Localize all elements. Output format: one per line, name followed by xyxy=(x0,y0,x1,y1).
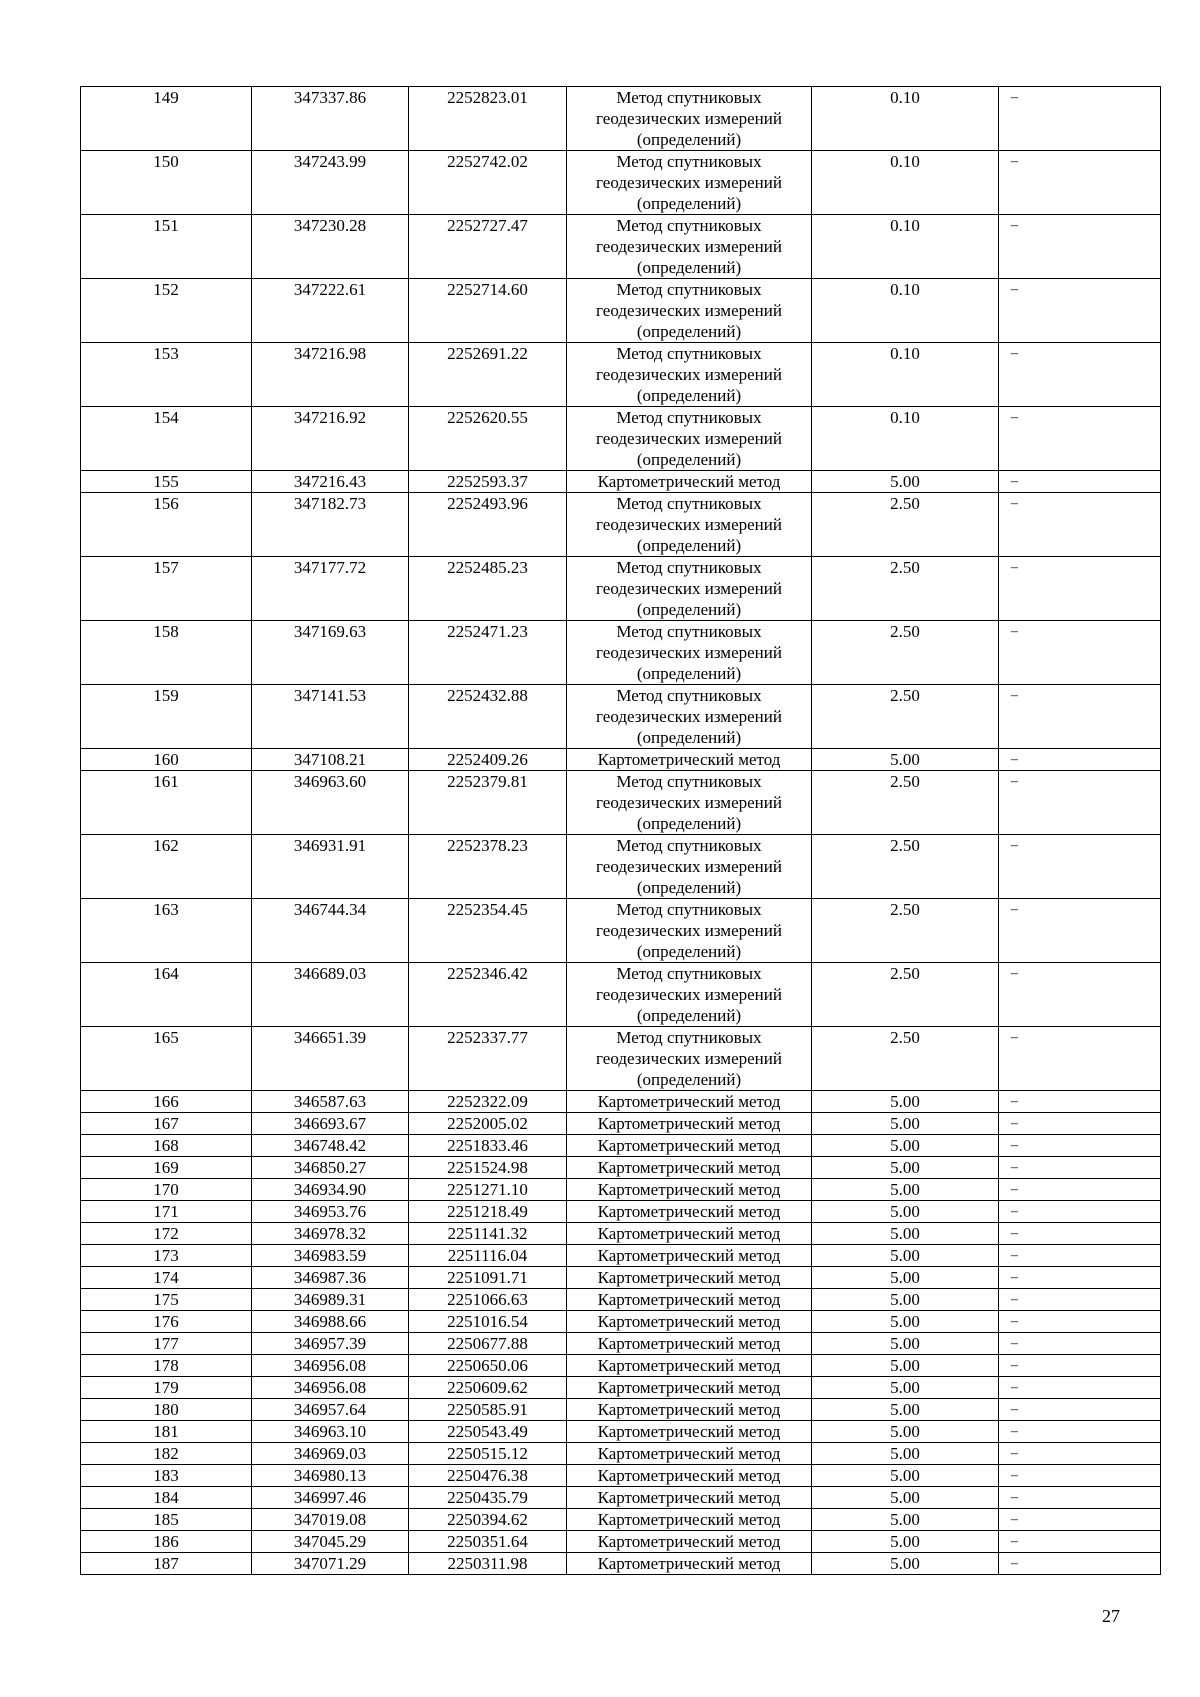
y-coordinate-cell: 2250394.62 xyxy=(409,1509,567,1531)
accuracy-cell: 5.00 xyxy=(812,1157,999,1179)
note-cell: – xyxy=(999,1289,1161,1311)
method-cell: Картометрический метод xyxy=(567,1333,812,1355)
x-coordinate-cell: 346963.60 xyxy=(252,771,409,835)
point-number-cell: 159 xyxy=(81,685,252,749)
x-coordinate-cell: 346963.10 xyxy=(252,1421,409,1443)
y-coordinate-cell: 2252354.45 xyxy=(409,899,567,963)
y-coordinate-cell: 2251066.63 xyxy=(409,1289,567,1311)
y-coordinate-cell: 2250311.98 xyxy=(409,1553,567,1575)
accuracy-cell: 5.00 xyxy=(812,471,999,493)
note-cell: – xyxy=(999,685,1161,749)
y-coordinate-cell: 2251116.04 xyxy=(409,1245,567,1267)
method-cell: Картометрический метод xyxy=(567,1267,812,1289)
y-coordinate-cell: 2251271.10 xyxy=(409,1179,567,1201)
note-cell: – xyxy=(999,471,1161,493)
point-number-cell: 164 xyxy=(81,963,252,1027)
table-row xyxy=(81,1355,1161,1377)
method-cell: Картометрический метод xyxy=(567,1135,812,1157)
point-number-cell: 149 xyxy=(81,87,252,151)
note-cell: – xyxy=(999,1027,1161,1091)
table-row xyxy=(81,899,1161,963)
table-row xyxy=(81,685,1161,749)
x-coordinate-cell: 346748.42 xyxy=(252,1135,409,1157)
y-coordinate-cell: 2250515.12 xyxy=(409,1443,567,1465)
table-row xyxy=(81,1027,1161,1091)
y-coordinate-cell: 2252005.02 xyxy=(409,1113,567,1135)
note-cell: – xyxy=(999,771,1161,835)
accuracy-cell: 5.00 xyxy=(812,1531,999,1553)
table-row xyxy=(81,1333,1161,1355)
table-row xyxy=(81,1135,1161,1157)
accuracy-cell: 5.00 xyxy=(812,1289,999,1311)
point-number-cell: 157 xyxy=(81,557,252,621)
method-cell: Картометрический метод xyxy=(567,1509,812,1531)
point-number-cell: 166 xyxy=(81,1091,252,1113)
y-coordinate-cell: 2252823.01 xyxy=(409,87,567,151)
method-cell: Метод спутниковых геодезических измерений (определений) xyxy=(567,771,812,835)
note-cell: – xyxy=(999,279,1161,343)
point-number-cell: 162 xyxy=(81,835,252,899)
point-number-cell: 182 xyxy=(81,1443,252,1465)
note-cell: – xyxy=(999,1311,1161,1333)
x-coordinate-cell: 347108.21 xyxy=(252,749,409,771)
note-cell: – xyxy=(999,151,1161,215)
note-cell: – xyxy=(999,1377,1161,1399)
point-number-cell: 185 xyxy=(81,1509,252,1531)
point-number-cell: 168 xyxy=(81,1135,252,1157)
accuracy-cell: 2.50 xyxy=(812,493,999,557)
note-cell: – xyxy=(999,1245,1161,1267)
note-cell: – xyxy=(999,1443,1161,1465)
table-row xyxy=(81,621,1161,685)
x-coordinate-cell: 347019.08 xyxy=(252,1509,409,1531)
point-number-cell: 167 xyxy=(81,1113,252,1135)
accuracy-cell: 5.00 xyxy=(812,1355,999,1377)
y-coordinate-cell: 2252493.96 xyxy=(409,493,567,557)
y-coordinate-cell: 2250476.38 xyxy=(409,1465,567,1487)
accuracy-cell: 2.50 xyxy=(812,771,999,835)
accuracy-cell: 0.10 xyxy=(812,151,999,215)
note-cell: – xyxy=(999,1421,1161,1443)
point-number-cell: 184 xyxy=(81,1487,252,1509)
accuracy-cell: 0.10 xyxy=(812,87,999,151)
note-cell: – xyxy=(999,343,1161,407)
table-row xyxy=(81,1311,1161,1333)
method-cell: Метод спутниковых геодезических измерений (определений) xyxy=(567,1027,812,1091)
x-coordinate-cell: 346978.32 xyxy=(252,1223,409,1245)
x-coordinate-cell: 346953.76 xyxy=(252,1201,409,1223)
point-number-cell: 156 xyxy=(81,493,252,557)
note-cell: – xyxy=(999,1267,1161,1289)
accuracy-cell: 5.00 xyxy=(812,1201,999,1223)
note-cell: – xyxy=(999,407,1161,471)
x-coordinate-cell: 347141.53 xyxy=(252,685,409,749)
point-number-cell: 174 xyxy=(81,1267,252,1289)
x-coordinate-cell: 346956.08 xyxy=(252,1377,409,1399)
note-cell: – xyxy=(999,963,1161,1027)
method-cell: Картометрический метод xyxy=(567,1157,812,1179)
y-coordinate-cell: 2252620.55 xyxy=(409,407,567,471)
table-row xyxy=(81,1223,1161,1245)
accuracy-cell: 5.00 xyxy=(812,1553,999,1575)
table-row xyxy=(81,1399,1161,1421)
note-cell: – xyxy=(999,1157,1161,1179)
x-coordinate-cell: 346651.39 xyxy=(252,1027,409,1091)
coordinates-table xyxy=(80,86,1161,1575)
table-row xyxy=(81,407,1161,471)
x-coordinate-cell: 346956.08 xyxy=(252,1355,409,1377)
y-coordinate-cell: 2250650.06 xyxy=(409,1355,567,1377)
method-cell: Картометрический метод xyxy=(567,1355,812,1377)
accuracy-cell: 5.00 xyxy=(812,749,999,771)
method-cell: Картометрический метод xyxy=(567,1487,812,1509)
method-cell: Картометрический метод xyxy=(567,1223,812,1245)
point-number-cell: 169 xyxy=(81,1157,252,1179)
x-coordinate-cell: 346931.91 xyxy=(252,835,409,899)
accuracy-cell: 5.00 xyxy=(812,1377,999,1399)
method-cell: Метод спутниковых геодезических измерений (определений) xyxy=(567,493,812,557)
accuracy-cell: 2.50 xyxy=(812,1027,999,1091)
note-cell: – xyxy=(999,1355,1161,1377)
y-coordinate-cell: 2250609.62 xyxy=(409,1377,567,1399)
table-row xyxy=(81,1157,1161,1179)
x-coordinate-cell: 346989.31 xyxy=(252,1289,409,1311)
y-coordinate-cell: 2252409.26 xyxy=(409,749,567,771)
table-row xyxy=(81,1487,1161,1509)
accuracy-cell: 0.10 xyxy=(812,215,999,279)
y-coordinate-cell: 2250435.79 xyxy=(409,1487,567,1509)
y-coordinate-cell: 2252378.23 xyxy=(409,835,567,899)
table-row xyxy=(81,343,1161,407)
table-row xyxy=(81,1465,1161,1487)
x-coordinate-cell: 346969.03 xyxy=(252,1443,409,1465)
x-coordinate-cell: 347045.29 xyxy=(252,1531,409,1553)
method-cell: Метод спутниковых геодезических измерений (определений) xyxy=(567,87,812,151)
method-cell: Метод спутниковых геодезических измерений (определений) xyxy=(567,963,812,1027)
x-coordinate-cell: 346983.59 xyxy=(252,1245,409,1267)
table-row xyxy=(81,471,1161,493)
method-cell: Картометрический метод xyxy=(567,1377,812,1399)
method-cell: Метод спутниковых геодезических измерений (определений) xyxy=(567,835,812,899)
x-coordinate-cell: 346587.63 xyxy=(252,1091,409,1113)
method-cell: Картометрический метод xyxy=(567,1465,812,1487)
note-cell: – xyxy=(999,835,1161,899)
x-coordinate-cell: 346957.64 xyxy=(252,1399,409,1421)
table-row xyxy=(81,1245,1161,1267)
point-number-cell: 187 xyxy=(81,1553,252,1575)
table-row xyxy=(81,1531,1161,1553)
x-coordinate-cell: 347216.43 xyxy=(252,471,409,493)
table-row xyxy=(81,151,1161,215)
table-row xyxy=(81,1267,1161,1289)
x-coordinate-cell: 347337.86 xyxy=(252,87,409,151)
point-number-cell: 160 xyxy=(81,749,252,771)
accuracy-cell: 5.00 xyxy=(812,1487,999,1509)
x-coordinate-cell: 347071.29 xyxy=(252,1553,409,1575)
method-cell: Метод спутниковых геодезических измерений (определений) xyxy=(567,279,812,343)
method-cell: Метод спутниковых геодезических измерений (определений) xyxy=(567,621,812,685)
x-coordinate-cell: 346997.46 xyxy=(252,1487,409,1509)
y-coordinate-cell: 2251218.49 xyxy=(409,1201,567,1223)
accuracy-cell: 5.00 xyxy=(812,1333,999,1355)
method-cell: Картометрический метод xyxy=(567,1245,812,1267)
y-coordinate-cell: 2252485.23 xyxy=(409,557,567,621)
method-cell: Метод спутниковых геодезических измерений (определений) xyxy=(567,407,812,471)
method-cell: Картометрический метод xyxy=(567,1311,812,1333)
point-number-cell: 151 xyxy=(81,215,252,279)
table-row xyxy=(81,279,1161,343)
x-coordinate-cell: 346744.34 xyxy=(252,899,409,963)
y-coordinate-cell: 2252691.22 xyxy=(409,343,567,407)
y-coordinate-cell: 2251524.98 xyxy=(409,1157,567,1179)
point-number-cell: 186 xyxy=(81,1531,252,1553)
x-coordinate-cell: 347177.72 xyxy=(252,557,409,621)
note-cell: – xyxy=(999,1487,1161,1509)
point-number-cell: 154 xyxy=(81,407,252,471)
x-coordinate-cell: 347216.92 xyxy=(252,407,409,471)
y-coordinate-cell: 2252432.88 xyxy=(409,685,567,749)
method-cell: Картометрический метод xyxy=(567,1113,812,1135)
table-row xyxy=(81,1377,1161,1399)
table-row xyxy=(81,749,1161,771)
x-coordinate-cell: 346850.27 xyxy=(252,1157,409,1179)
point-number-cell: 150 xyxy=(81,151,252,215)
method-cell: Метод спутниковых геодезических измерений (определений) xyxy=(567,899,812,963)
accuracy-cell: 5.00 xyxy=(812,1223,999,1245)
table-row xyxy=(81,1553,1161,1575)
note-cell: – xyxy=(999,899,1161,963)
point-number-cell: 173 xyxy=(81,1245,252,1267)
accuracy-cell: 5.00 xyxy=(812,1399,999,1421)
x-coordinate-cell: 347222.61 xyxy=(252,279,409,343)
method-cell: Картометрический метод xyxy=(567,1091,812,1113)
point-number-cell: 155 xyxy=(81,471,252,493)
method-cell: Метод спутниковых геодезических измерений (определений) xyxy=(567,343,812,407)
table-row xyxy=(81,1289,1161,1311)
method-cell: Метод спутниковых геодезических измерений (определений) xyxy=(567,685,812,749)
method-cell: Картометрический метод xyxy=(567,1421,812,1443)
table-row xyxy=(81,1091,1161,1113)
method-cell: Картометрический метод xyxy=(567,1201,812,1223)
x-coordinate-cell: 346980.13 xyxy=(252,1465,409,1487)
y-coordinate-cell: 2252471.23 xyxy=(409,621,567,685)
y-coordinate-cell: 2252346.42 xyxy=(409,963,567,1027)
note-cell: – xyxy=(999,1553,1161,1575)
accuracy-cell: 2.50 xyxy=(812,685,999,749)
accuracy-cell: 5.00 xyxy=(812,1465,999,1487)
note-cell: – xyxy=(999,1531,1161,1553)
note-cell: – xyxy=(999,1333,1161,1355)
accuracy-cell: 5.00 xyxy=(812,1135,999,1157)
method-cell: Метод спутниковых геодезических измерений (определений) xyxy=(567,215,812,279)
table-row xyxy=(81,963,1161,1027)
accuracy-cell: 2.50 xyxy=(812,899,999,963)
table-row xyxy=(81,1509,1161,1531)
x-coordinate-cell: 346693.67 xyxy=(252,1113,409,1135)
note-cell: – xyxy=(999,1091,1161,1113)
accuracy-cell: 5.00 xyxy=(812,1245,999,1267)
point-number-cell: 165 xyxy=(81,1027,252,1091)
point-number-cell: 161 xyxy=(81,771,252,835)
table-row xyxy=(81,87,1161,151)
accuracy-cell: 5.00 xyxy=(812,1509,999,1531)
x-coordinate-cell: 347243.99 xyxy=(252,151,409,215)
table-row xyxy=(81,493,1161,557)
y-coordinate-cell: 2252322.09 xyxy=(409,1091,567,1113)
note-cell: – xyxy=(999,1399,1161,1421)
y-coordinate-cell: 2252379.81 xyxy=(409,771,567,835)
point-number-cell: 171 xyxy=(81,1201,252,1223)
y-coordinate-cell: 2250543.49 xyxy=(409,1421,567,1443)
point-number-cell: 172 xyxy=(81,1223,252,1245)
point-number-cell: 178 xyxy=(81,1355,252,1377)
y-coordinate-cell: 2251141.32 xyxy=(409,1223,567,1245)
method-cell: Картометрический метод xyxy=(567,471,812,493)
note-cell: – xyxy=(999,1509,1161,1531)
method-cell: Картометрический метод xyxy=(567,749,812,771)
y-coordinate-cell: 2252714.60 xyxy=(409,279,567,343)
x-coordinate-cell: 347182.73 xyxy=(252,493,409,557)
note-cell: – xyxy=(999,1465,1161,1487)
table-row xyxy=(81,771,1161,835)
accuracy-cell: 5.00 xyxy=(812,1113,999,1135)
accuracy-cell: 5.00 xyxy=(812,1443,999,1465)
accuracy-cell: 2.50 xyxy=(812,557,999,621)
table-row xyxy=(81,1443,1161,1465)
accuracy-cell: 5.00 xyxy=(812,1311,999,1333)
accuracy-cell: 0.10 xyxy=(812,407,999,471)
table-row xyxy=(81,835,1161,899)
method-cell: Метод спутниковых геодезических измерений (определений) xyxy=(567,557,812,621)
y-coordinate-cell: 2252742.02 xyxy=(409,151,567,215)
method-cell: Картометрический метод xyxy=(567,1399,812,1421)
accuracy-cell: 5.00 xyxy=(812,1267,999,1289)
note-cell: – xyxy=(999,557,1161,621)
accuracy-cell: 0.10 xyxy=(812,343,999,407)
accuracy-cell: 0.10 xyxy=(812,279,999,343)
table-row xyxy=(81,1201,1161,1223)
note-cell: – xyxy=(999,87,1161,151)
y-coordinate-cell: 2252337.77 xyxy=(409,1027,567,1091)
note-cell: – xyxy=(999,215,1161,279)
table-row xyxy=(81,1113,1161,1135)
table-row xyxy=(81,557,1161,621)
note-cell: – xyxy=(999,1223,1161,1245)
x-coordinate-cell: 346988.66 xyxy=(252,1311,409,1333)
coordinates-table-body xyxy=(81,87,1161,1575)
accuracy-cell: 5.00 xyxy=(812,1091,999,1113)
y-coordinate-cell: 2251833.46 xyxy=(409,1135,567,1157)
accuracy-cell: 2.50 xyxy=(812,835,999,899)
y-coordinate-cell: 2250677.88 xyxy=(409,1333,567,1355)
y-coordinate-cell: 2251091.71 xyxy=(409,1267,567,1289)
y-coordinate-cell: 2252593.37 xyxy=(409,471,567,493)
note-cell: – xyxy=(999,1201,1161,1223)
point-number-cell: 183 xyxy=(81,1465,252,1487)
note-cell: – xyxy=(999,1135,1161,1157)
y-coordinate-cell: 2251016.54 xyxy=(409,1311,567,1333)
x-coordinate-cell: 346987.36 xyxy=(252,1267,409,1289)
x-coordinate-cell: 346957.39 xyxy=(252,1333,409,1355)
x-coordinate-cell: 346689.03 xyxy=(252,963,409,1027)
table-row xyxy=(81,1421,1161,1443)
method-cell: Картометрический метод xyxy=(567,1531,812,1553)
x-coordinate-cell: 347216.98 xyxy=(252,343,409,407)
point-number-cell: 152 xyxy=(81,279,252,343)
page-number: 27 xyxy=(1102,1606,1120,1626)
point-number-cell: 179 xyxy=(81,1377,252,1399)
y-coordinate-cell: 2252727.47 xyxy=(409,215,567,279)
x-coordinate-cell: 347169.63 xyxy=(252,621,409,685)
point-number-cell: 177 xyxy=(81,1333,252,1355)
point-number-cell: 176 xyxy=(81,1311,252,1333)
method-cell: Картометрический метод xyxy=(567,1443,812,1465)
method-cell: Картометрический метод xyxy=(567,1179,812,1201)
x-coordinate-cell: 347230.28 xyxy=(252,215,409,279)
note-cell: – xyxy=(999,749,1161,771)
table-row xyxy=(81,1179,1161,1201)
method-cell: Метод спутниковых геодезических измерений (определений) xyxy=(567,151,812,215)
point-number-cell: 153 xyxy=(81,343,252,407)
accuracy-cell: 5.00 xyxy=(812,1421,999,1443)
accuracy-cell: 5.00 xyxy=(812,1179,999,1201)
x-coordinate-cell: 346934.90 xyxy=(252,1179,409,1201)
note-cell: – xyxy=(999,493,1161,557)
accuracy-cell: 2.50 xyxy=(812,963,999,1027)
accuracy-cell: 2.50 xyxy=(812,621,999,685)
point-number-cell: 180 xyxy=(81,1399,252,1421)
point-number-cell: 181 xyxy=(81,1421,252,1443)
point-number-cell: 163 xyxy=(81,899,252,963)
method-cell: Картометрический метод xyxy=(567,1289,812,1311)
note-cell: – xyxy=(999,1179,1161,1201)
point-number-cell: 158 xyxy=(81,621,252,685)
y-coordinate-cell: 2250351.64 xyxy=(409,1531,567,1553)
note-cell: – xyxy=(999,1113,1161,1135)
y-coordinate-cell: 2250585.91 xyxy=(409,1399,567,1421)
point-number-cell: 170 xyxy=(81,1179,252,1201)
table-row xyxy=(81,215,1161,279)
note-cell: – xyxy=(999,621,1161,685)
point-number-cell: 175 xyxy=(81,1289,252,1311)
method-cell: Картометрический метод xyxy=(567,1553,812,1575)
